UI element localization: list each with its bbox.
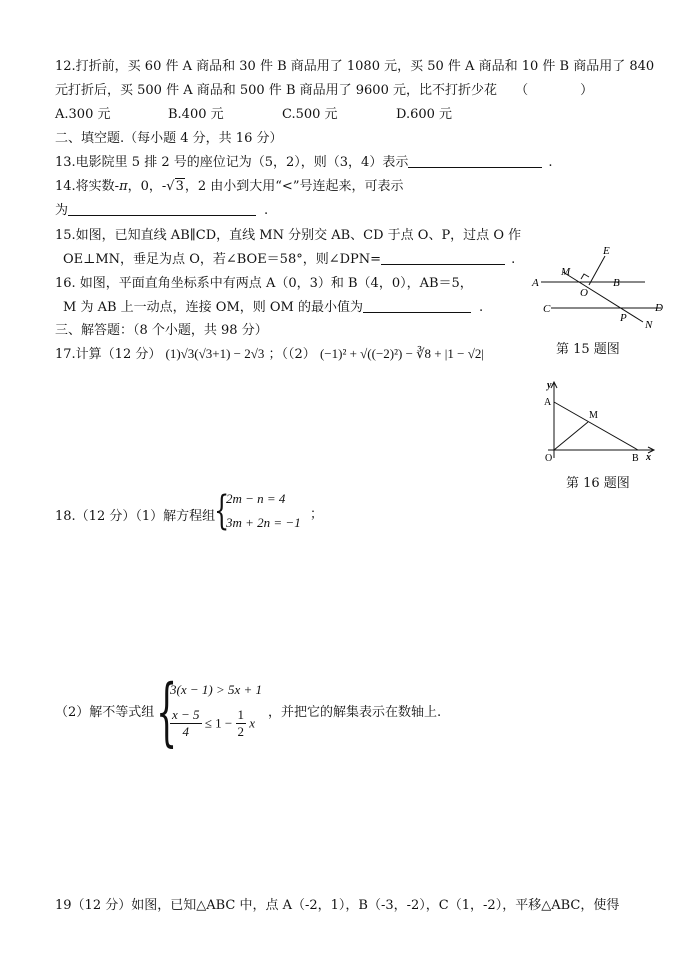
q13 (55, 154, 552, 172)
q18-half (236, 707, 247, 740)
q18-part2-tail: ，并把它的解集表示在数轴上. (268, 705, 442, 720)
q14-line1 (55, 178, 403, 196)
label-b: B (613, 277, 620, 289)
q16-line2-text: M 为 AB 上一动点，连接 OM，则 OM 的最小值为 (63, 300, 363, 315)
segment-om (554, 422, 588, 450)
q16-line2 (63, 299, 483, 317)
section-3-heading: 三、解答题：（8 个小题，共 98 分） (55, 323, 268, 338)
q18-system-brace: { (214, 488, 230, 534)
q14-answer-blank[interactable] (68, 202, 256, 216)
q13-text: 13.电影院里 5 排 2 号的座位记为（5，2），则（3，4）表示 (55, 155, 409, 170)
label-e: E (603, 245, 610, 257)
q18-ineq-brace: { (156, 669, 178, 755)
q14-pi: π (119, 179, 128, 194)
figure-16 (534, 378, 658, 464)
q13-end: . (548, 155, 553, 170)
q18-eq2: 3m + 2n = −1 (226, 515, 301, 530)
q12-option-b: B.400 元 (168, 107, 224, 122)
q15-end: . (511, 252, 516, 267)
line-mn (563, 272, 643, 322)
label-d: D (655, 302, 663, 314)
q12-option-c: C.500 元 (282, 107, 338, 122)
label-a: A (532, 277, 539, 289)
q18-part1-label: 18.（12 分）（1）解方程组 (55, 509, 216, 524)
q17-sep: ；（（2） (268, 347, 316, 362)
right-angle-mark (581, 274, 589, 279)
figure-16-caption: 第 16 题图 (566, 476, 630, 491)
q14-end: . (264, 203, 269, 218)
q12-option-a: A.300 元 (55, 107, 111, 122)
q15-line2-text: OE⊥MN，垂足为点 O，若∠BOE＝58°，则∠DPN= (63, 252, 382, 267)
label-o: O (580, 287, 588, 299)
q12-answer-paren: （ ） (515, 83, 594, 98)
q18-ineq1: 3(x − 1) > 5x + 1 (170, 682, 263, 697)
q16-line1: 16. 如图，平面直角坐标系中有两点 A（0，3）和 B（4，0），AB＝5， (55, 276, 473, 291)
q19-line1: 19（12 分）如图，已知△ABC 中，点 A（-2，1），B（-3，-2），C（1，-2），平移△ABC，使得 (55, 898, 620, 913)
q18-ineq2-tail: x (249, 715, 256, 731)
q18-half-den: 2 (237, 724, 245, 739)
q17 (55, 345, 484, 364)
label-c: C (543, 303, 551, 315)
label-y: y (547, 380, 552, 391)
q14-text-a: 14.将实数- (55, 179, 120, 194)
q12-option-d: D.600 元 (396, 107, 453, 122)
q16-end: . (478, 300, 484, 315)
q12-line2-text: 元打折后，买 500 件 A 商品和 500 件 B 商品用了 9600 元，比不打折少花 (55, 83, 497, 98)
label-n: N (645, 319, 653, 331)
q18-ineq2 (170, 707, 255, 740)
q17-part2: (−1)² + √((−2)²) − ∛8 + |1 − √2| (319, 346, 484, 361)
q18-part1-end: ； (310, 507, 324, 522)
q14-line2 (55, 202, 268, 220)
q16-answer-blank[interactable] (363, 299, 471, 313)
figure-15 (527, 242, 675, 332)
q14-text-c: ，2 由小到大用“<”号连起来，可表示 (184, 179, 404, 194)
q14-wei: 为 (55, 203, 69, 218)
q18-fraction (170, 707, 202, 740)
q18-part2-label: （2）解不等式组 (55, 705, 155, 720)
q12-line1: 12.打折前，买 60 件 A 商品和 30 件 B 商品用了 1080 元，买 50 件 A 商品和 10 件 B 商品用了 840 (55, 59, 655, 74)
label-m: M (561, 266, 571, 278)
label-o: O (545, 453, 553, 464)
q18-eq1: 2m − n = 4 (226, 491, 286, 506)
q18-frac-num: x − 5 (172, 707, 200, 722)
line-oe (589, 256, 605, 285)
label-p: P (620, 312, 627, 324)
q15-line1: 15.如图，已知直线 AB∥CD，直线 MN 分别交 AB、CD 于点 O、P，过点 O 作 (55, 228, 522, 243)
q17-label: 17.计算（12 分） (55, 347, 162, 362)
section-2-heading: 二、填空题.（每小题 4 分，共 16 分） (55, 131, 283, 146)
q18-frac-den: 4 (182, 724, 190, 739)
q12-line2 (55, 82, 593, 100)
q15-answer-blank[interactable] (381, 251, 505, 265)
label-x: x (646, 452, 651, 463)
q18-half-num: 1 (237, 707, 245, 722)
label-a: A (544, 397, 552, 408)
q13-answer-blank[interactable] (408, 154, 542, 168)
figure-15-caption: 第 15 题图 (556, 342, 620, 357)
q18-ineq2-mid: ≤ 1 − (204, 715, 233, 731)
label-m: M (589, 410, 598, 421)
q14-text-b: ，0，- (127, 179, 167, 194)
label-b: B (632, 453, 639, 464)
q17-part1: (1)√3(√3+1) − 2√3 (165, 346, 265, 361)
sqrt3-radical: √3 (166, 179, 184, 194)
q15-line2 (63, 251, 515, 269)
q14-sqrt-arg: 3 (175, 179, 184, 194)
